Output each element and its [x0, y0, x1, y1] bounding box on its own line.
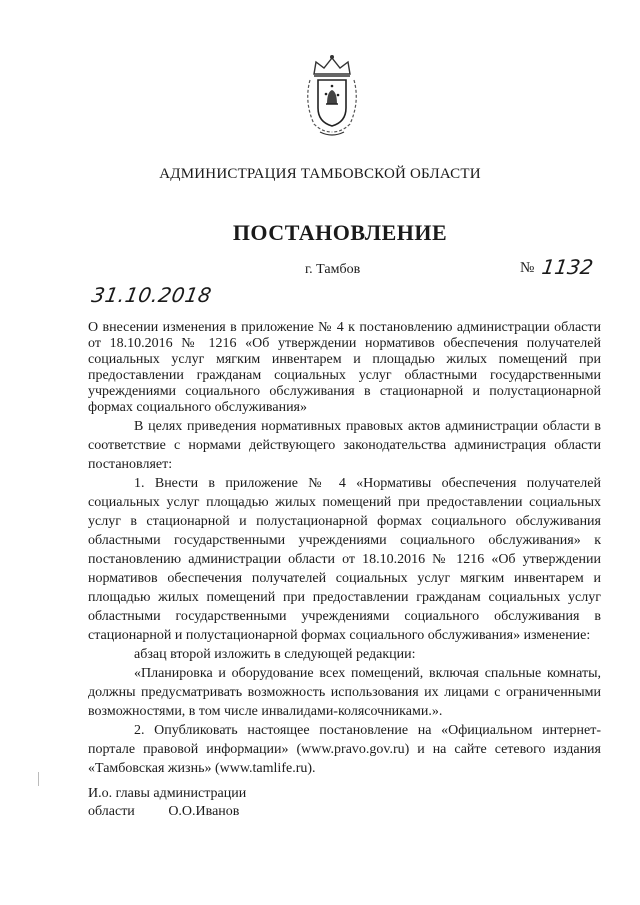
body-item-1-sub: абзац второй изложить в следующей редакции: — [134, 647, 416, 662]
city-label: г. Тамбов — [305, 262, 361, 277]
body-item-1: 1. Внести в приложение № 4 «Нормативы обеспечения получателей социальных услуг площадью жилых помещений при предоставлении социальных услуг в стационарной и полустационарной формах социального обслуживания областными государственными учреждениями социального обслуживания» к постановлению администрации области от 18.10.2016 № 1216 «Об утверждении нормативов обеспечения получателей социальных услуг мягким инвентарем и площадью жилых помещений при предоставлении гражданам социальных услуг областными государственными учреждениями социального обслуживания в стационарной и полустационарной формах социального обслуживания» изменение: — [88, 476, 601, 643]
body-item-2: 2. Опубликовать настоящее постановление на «Официальном интернет-портале правовой информации» (www.pravo.gov.ru) и на сайте сетевого издания «Тамбовская жизнь» (www.tamlife.ru). — [88, 723, 601, 776]
body-preamble: В целях приведения нормативных правовых актов администрации области в соответствие с нормами действующего законодательства администрация области постановляет: — [88, 419, 601, 472]
document-number-label: № — [520, 260, 535, 276]
margin-mark — [38, 772, 39, 786]
document-type-title: ПОСТАНОВЛЕНИЕ — [232, 220, 448, 245]
organization-title: АДМИНИСТРАЦИЯ ТАМБОВСКОЙ ОБЛАСТИ — [159, 166, 481, 182]
body-item-1-quote: «Планировка и оборудование всех помещений, включая спальные комнаты, должны предусматривать возможность использования их лицами с ограниченными возможностями, в том числе инвалидами-колясочниками.». — [88, 666, 601, 719]
signature-name: О.О.Иванов — [168, 804, 240, 819]
signature-position-line2: области — [88, 804, 135, 819]
document-body — [88, 417, 601, 778]
signature-position-line1: И.о. главы администрации — [88, 786, 247, 801]
document-subject: О внесении изменения в приложение № 4 к постановлению администрации области от 18.10.2016 № 1216 «Об утверждении нормативов обеспечения получателей социальных услуг мягким инвентарем и площадью жилых помещений при предоставлении гражданам социальных услуг областными государственными учреждениями социального обслуживания в стационарной и полустационарной формах социального обслуживания» — [88, 320, 601, 415]
document-number-value: 1132 — [540, 255, 595, 279]
tambov-coat-of-arms-icon — [300, 52, 364, 138]
signature-block — [88, 785, 246, 821]
document-date: 31.10.2018 — [89, 283, 214, 307]
